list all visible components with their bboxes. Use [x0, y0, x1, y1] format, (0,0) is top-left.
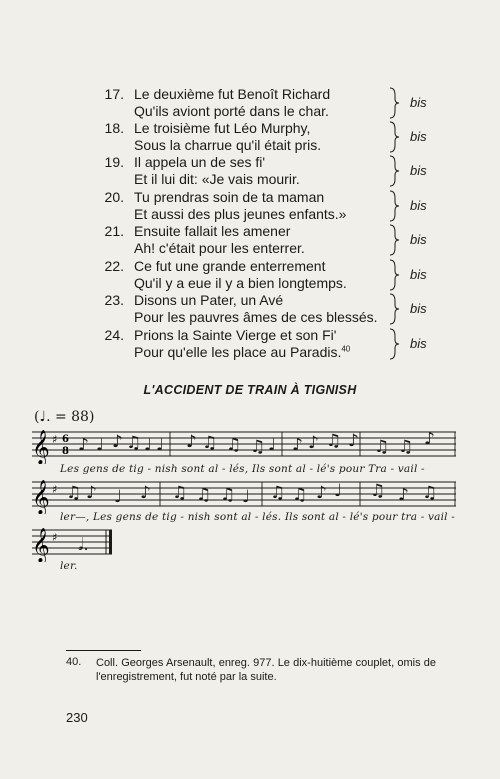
verse-number: 20.	[104, 189, 124, 205]
verse-line: Ensuite fallait les amener	[134, 223, 291, 239]
svg-text:6: 6	[62, 434, 69, 445]
svg-text:𝅗𝅥.: 𝅗𝅥.	[78, 535, 89, 555]
verse-number: 21.	[104, 223, 124, 239]
verse-line: Ah! c'était pour les enterrer.	[134, 240, 305, 256]
svg-text:♪: ♪	[398, 485, 409, 505]
music-staff-3	[30, 522, 130, 562]
svg-text:♫: ♫	[202, 433, 218, 453]
svg-text:♪: ♪	[186, 432, 197, 452]
brace-icon	[388, 328, 400, 360]
svg-text:♫: ♫	[220, 485, 236, 505]
brace-icon	[388, 155, 400, 187]
verse-line: Pour les pauvres âmes de ces blessés.	[134, 309, 378, 325]
lyrics-line-1: Les gens de tig - nish sont al - lés, Ils sont al - lé's pour Tra - vail -	[60, 463, 425, 475]
svg-text:♫: ♫	[398, 437, 414, 457]
treble-clef-icon: 𝄞	[32, 480, 50, 514]
verse-number: 22.	[104, 258, 124, 274]
verse-line: Il appela un de ses fi'	[134, 154, 266, 170]
verse	[0, 292, 500, 326]
tempo-marking: (♩. = 88)	[34, 409, 95, 425]
svg-text:♩: ♩	[334, 481, 343, 501]
verse-line: Disons un Pater, un Avé	[134, 292, 284, 308]
footnote-number: 40.	[66, 656, 82, 668]
svg-text:♩: ♩	[144, 435, 153, 455]
brace-icon	[388, 224, 400, 256]
svg-text:8: 8	[62, 446, 69, 457]
verse	[0, 327, 500, 361]
svg-text:♫: ♫	[370, 481, 386, 501]
svg-text:♩: ♩	[242, 487, 251, 507]
lyrics-line-3: ler.	[60, 560, 78, 572]
music-staff-2	[30, 474, 460, 514]
svg-text:♩: ♩	[156, 435, 165, 455]
refrain-bis: bis	[410, 232, 427, 247]
verse	[0, 120, 500, 154]
verse-line: Sous la charrue qu'il était pris.	[134, 137, 322, 153]
verse-line: Tu prendras soin de ta maman	[134, 189, 325, 205]
svg-text:♫: ♫	[292, 485, 308, 505]
svg-text:♫: ♫	[422, 483, 438, 503]
svg-text:♫: ♫	[172, 483, 188, 503]
verse-line: Le troisième fut Léo Murphy,	[134, 120, 311, 136]
sharp-icon: ♯	[52, 433, 58, 446]
svg-text:♪: ♪	[292, 435, 303, 455]
svg-text:♫: ♫	[374, 437, 390, 457]
refrain-bis: bis	[410, 95, 427, 110]
footnote-divider	[66, 650, 141, 651]
verse-number: 18.	[104, 120, 124, 136]
svg-text:♫: ♫	[250, 437, 266, 457]
sharp-icon: ♯	[52, 531, 58, 544]
svg-text:♩: ♩	[268, 435, 277, 455]
verse-number: 23.	[104, 292, 124, 308]
svg-text:♫: ♫	[66, 483, 82, 503]
verse-line: Et aussi des plus jeunes enfants.»	[134, 206, 347, 222]
treble-clef-icon: 𝄞	[32, 528, 50, 562]
refrain-bis: bis	[410, 301, 427, 316]
verse-line: Ce fut une grande enterrement	[134, 258, 326, 274]
sharp-icon: ♯	[52, 483, 58, 496]
svg-text:♫: ♫	[326, 431, 342, 451]
refrain-bis: bis	[410, 267, 427, 282]
treble-clef-icon: 𝄞	[32, 430, 50, 464]
verse-line: Le deuxième fut Benoît Richard	[134, 86, 331, 102]
song-title: L'ACCIDENT DE TRAIN À TIGNISH	[143, 383, 357, 397]
verse-line: Qu'ils aviont porté dans le char.	[134, 103, 329, 119]
svg-text:♪: ♪	[316, 483, 327, 503]
verse-number: 17.	[104, 86, 124, 102]
footnote-text: Coll. Georges Arsenault, enreg. 977. Le dix-huitième couplet, omis de l'enregistrement, fut noté par la suite.	[96, 657, 436, 683]
svg-text:♪: ♪	[424, 429, 435, 449]
verse-line: Et il lui dit: «Je vais mourir.	[134, 171, 300, 187]
verse	[0, 258, 500, 292]
svg-text:♪: ♪	[112, 432, 123, 452]
svg-text:♪: ♪	[86, 483, 97, 503]
refrain-bis: bis	[410, 163, 427, 178]
brace-icon	[388, 87, 400, 119]
svg-text:♩: ♩	[96, 435, 105, 455]
verse	[0, 189, 500, 223]
refrain-bis: bis	[410, 336, 427, 351]
svg-text:♪: ♪	[140, 483, 151, 503]
footnote-ref: 40	[341, 344, 351, 354]
music-staff-1	[30, 424, 460, 464]
verse	[0, 154, 500, 188]
refrain-bis: bis	[410, 198, 427, 213]
svg-text:♩: ♩	[114, 487, 123, 507]
svg-text:♪: ♪	[78, 435, 89, 455]
verse-line: Prions la Sainte Vierge et son Fi'	[134, 327, 337, 343]
verse-line: Pour qu'elle les place au Paradis.$^{40}$	[134, 344, 351, 360]
brace-icon	[388, 190, 400, 222]
verse-line: Qu'il y a eue il y a bien longtemps.	[134, 275, 347, 291]
brace-icon	[388, 121, 400, 153]
lyrics-line-2: ler—, Les gens de tig - nish sont al - lés. Ils sont al - lé's pour tra - vail -	[60, 511, 455, 523]
verse	[0, 86, 500, 120]
svg-text:♫: ♫	[126, 433, 142, 453]
page-number: 230	[66, 710, 88, 725]
verse-number: 24.	[104, 327, 124, 343]
svg-text:♫: ♫	[226, 435, 242, 455]
brace-icon	[388, 259, 400, 291]
verse-number: 19.	[104, 154, 124, 170]
verse	[0, 223, 500, 257]
brace-icon	[388, 293, 400, 325]
svg-text:♫: ♫	[196, 485, 212, 505]
refrain-bis: bis	[410, 129, 427, 144]
svg-text:♫: ♫	[270, 483, 286, 503]
svg-text:♪: ♪	[308, 433, 319, 453]
svg-text:♪: ♪	[348, 431, 359, 451]
